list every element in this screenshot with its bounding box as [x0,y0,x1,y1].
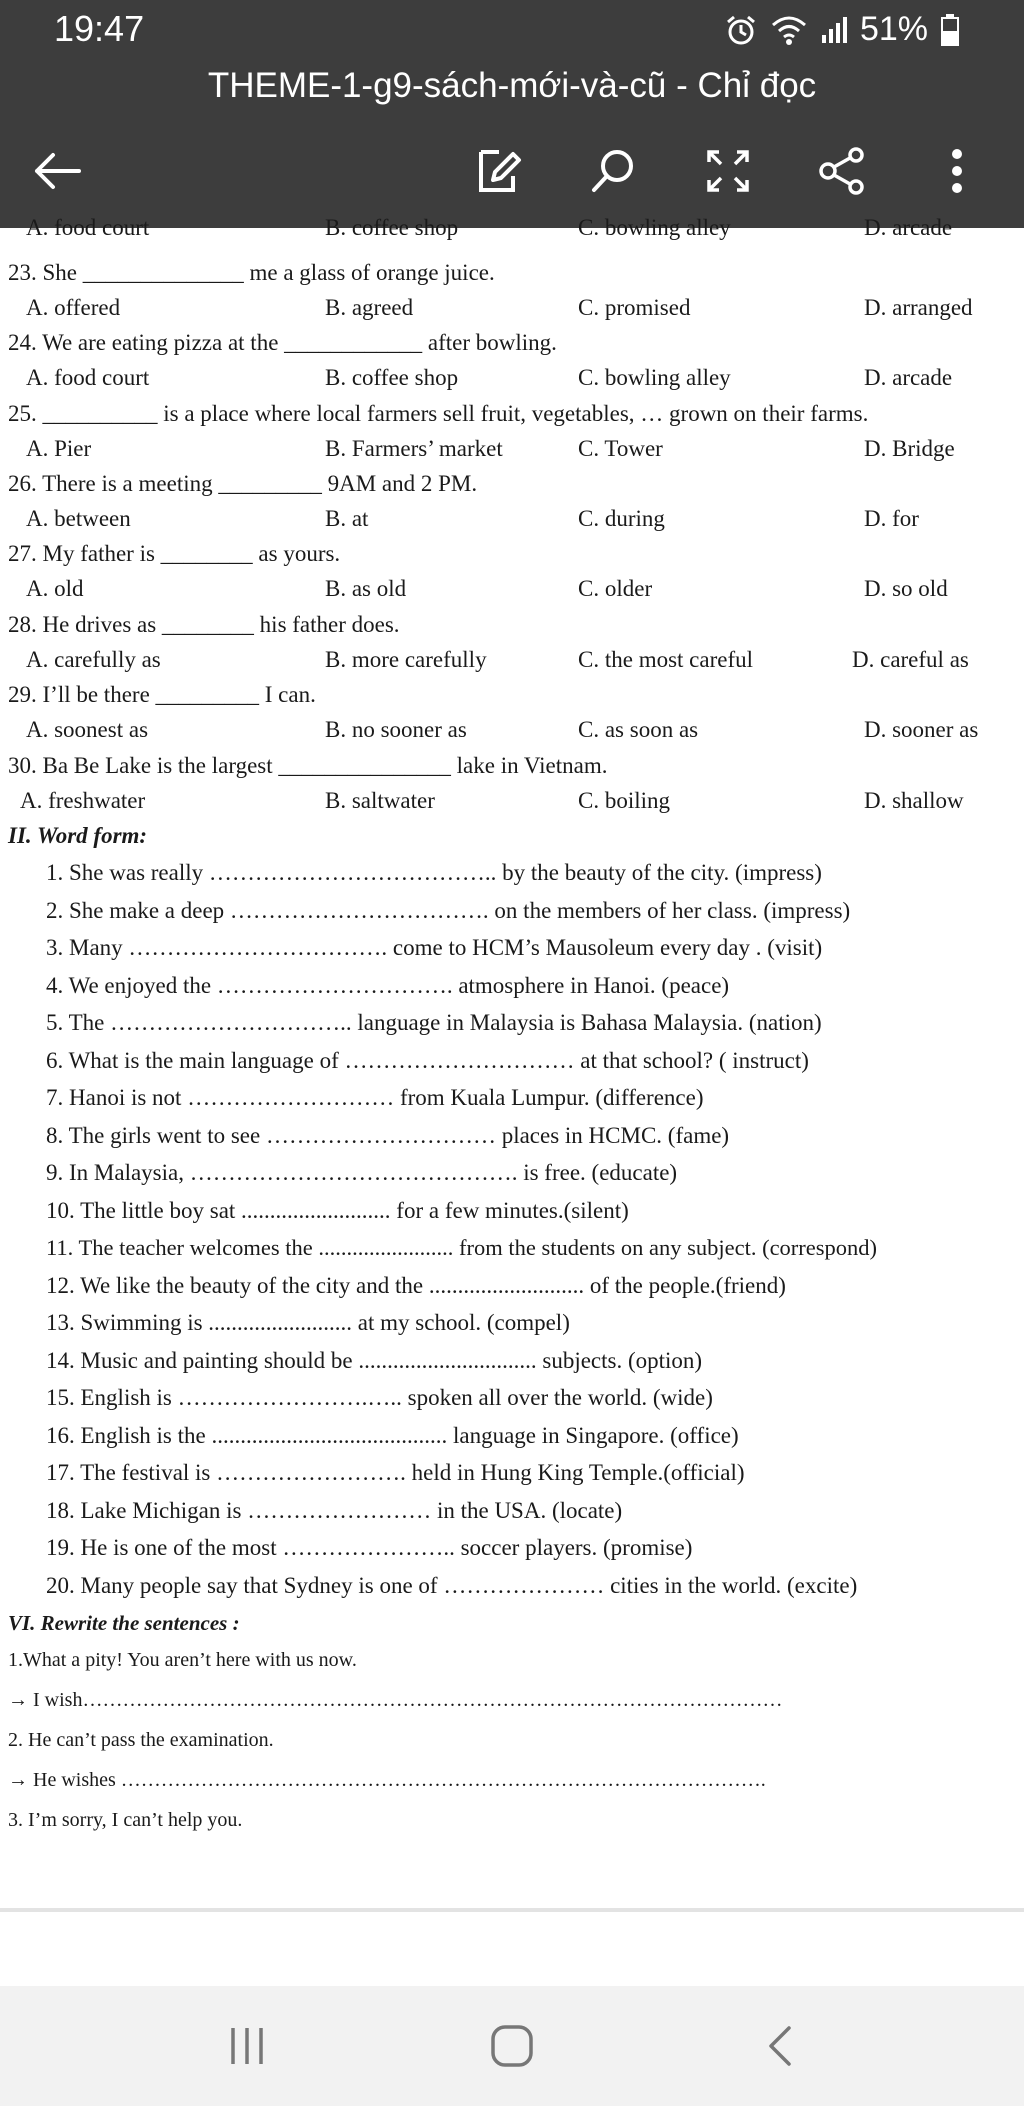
question-text: 27. My father is ________ as yours. [8,541,341,566]
word-form-item: 17. The festival is ……………………. held in Hung King Temple.(official) [46,1460,745,1485]
word-form-item: 12. We like the beauty of the city and the ........................... of the people.(friend) [46,1273,786,1298]
back-nav-button[interactable] [745,2016,815,2076]
option-b: B. coffee shop [325,365,459,390]
app-bar [0,0,1024,228]
word-form-item: 7. Hanoi is not ……………………… from Kuala Lumpur. (difference) [46,1085,704,1110]
recent-apps-icon [229,2026,265,2066]
section-heading: II. Word form: [8,823,148,848]
toolbar [0,136,1024,206]
word-form-item: 18. Lake Michigan is …………………… in the USA. (locate) [46,1498,623,1523]
rewrite-item: 1.What a pity! You aren’t here with us now. [8,1649,357,1671]
recent-apps-button[interactable] [212,2016,282,2076]
answer-row [0,783,1024,819]
question-stem [0,677,1024,713]
status-time: 19:47 [54,8,145,49]
option-c: C. boiling [578,788,671,813]
option-c: C. Tower [578,436,663,461]
edit-icon [473,146,523,196]
chevron-left-icon [765,2024,795,2068]
word-form-item: 9. In Malaysia, ……………………………………. is free. (educate) [46,1160,678,1185]
answer-row [0,431,1024,467]
question-text: 25. __________ is a place where local farmers sell fruit, vegetables, … grown on their farms. [8,401,869,426]
answer-row [0,571,1024,607]
option-d: D. for [864,506,919,531]
option-b: B. as old [325,576,407,601]
word-form-item: 1. She was really ……………………………….. by the beauty of the city. (impress) [46,860,822,885]
word-form-item: 10. The little boy sat .......................... for a few minutes.(silent) [46,1198,629,1223]
edit-button[interactable] [463,136,533,206]
word-form-item: 6. What is the main language of ………………………… at that school? ( instruct) [46,1048,809,1073]
option-d: D. arcade [864,365,953,390]
option-a: A. soonest as [26,717,149,742]
word-form-item: 16. English is the ......................................... language in Singapore. (office) [46,1423,739,1448]
question-text: 23. She ______________ me a glass of orange juice. [8,260,495,285]
battery-icon [940,13,960,47]
page-separator [0,1908,1024,1912]
word-form-item: 8. The girls went to see ………………………… places in HCMC. (fame) [46,1123,730,1148]
answer-row [0,712,1024,748]
word-form-item: 3. Many ……………………………. come to HCM’s Mausoleum every day . (visit) [46,935,823,960]
word-form-item: 19. He is one of the most ………………….. soccer players. (promise) [46,1535,693,1560]
option-b: B. more carefully [325,647,487,672]
answer-row [0,290,1024,326]
more-options-button[interactable] [922,136,992,206]
rewrite-item: 2. He can’t pass the examination. [8,1729,274,1751]
option-c: C. bowling alley [578,215,731,240]
word-form-item: 2. She make a deep ……………………………. on the members of her class. (impress) [46,898,851,923]
status-icons [724,10,960,49]
answer-row [0,360,1024,396]
answer-row [0,501,1024,537]
rewrite-answer: → I wish…………………………………………………………………………………………… [8,1689,783,1711]
wifi-icon [770,13,808,47]
home-button[interactable] [477,2016,547,2076]
word-form-item: 4. We enjoyed the …………………………. atmosphere in Hanoi. (peace) [46,973,730,998]
rewrite-answer: → He wishes ……………………………………………………………………………………. [8,1769,766,1791]
option-c: C. during [578,506,665,531]
option-b: B. no sooner as [325,717,467,742]
arrow-left-icon [31,151,83,191]
section-heading: VI. Rewrite the sentences : [8,1611,240,1635]
fullscreen-button[interactable] [693,136,763,206]
option-d: D. arranged [864,295,973,320]
option-b: B. agreed [325,295,414,320]
word-form-item: 11. The teacher welcomes the ........................ from the students on any subject. (correspond) [46,1235,878,1260]
option-c: C. bowling alley [578,365,731,390]
more-vertical-icon [949,148,965,194]
option-b: B. Farmers’ market [325,436,503,461]
option-b: B. coffee shop [325,215,459,240]
question-text: 30. Ba Be Lake is the largest _______________ lake in Vietnam. [8,753,608,778]
question-text: 29. I’ll be there _________ I can. [8,682,316,707]
search-icon [589,147,637,195]
rewrite-item: 3. I’m sorry, I can’t help you. [8,1809,243,1831]
option-d: D. so old [864,576,948,601]
signal-icon [820,15,848,45]
search-button[interactable] [578,136,648,206]
question-stem [0,396,1024,432]
option-a: A. food court [26,365,150,390]
option-c: C. older [578,576,653,601]
option-d: D. Bridge [864,436,955,461]
question-text: 26. There is a meeting _________ 9AM and 2 PM. [8,471,478,496]
answer-row [0,210,1024,246]
question-stem [0,325,1024,361]
option-a: A. food court [26,215,150,240]
word-form-item: 14. Music and painting should be ............................... subjects. (option) [46,1348,703,1373]
question-stem [0,748,1024,784]
navigation-bar [0,1986,1024,2106]
option-b: B. saltwater [325,788,435,813]
word-form-item: 5. The ………………………….. language in Malaysia is Bahasa Malaysia. (nation) [46,1010,822,1035]
battery-level: 51% [859,10,928,48]
word-form-item: 20. Many people say that Sydney is one of ………………… cities in the world. (excite) [46,1573,858,1598]
option-a: A. freshwater [20,788,146,813]
question-stem [0,607,1024,643]
option-d: D. arcade [864,215,953,240]
document-title: THEME-1-g9-sách-mới-và-cũ - Chỉ đọc [207,66,817,105]
question-text: 28. He drives as ________ his father does. [8,612,400,637]
question-stem [0,255,1024,291]
option-d: D. careful as [852,647,969,672]
share-icon [818,147,868,195]
option-a: A. between [26,506,131,531]
option-c: C. the most careful [578,647,754,672]
option-c: C. promised [578,295,691,320]
option-a: A. old [26,576,84,601]
option-c: C. as soon as [578,717,699,742]
question-stem [0,466,1024,502]
option-a: A. Pier [26,436,92,461]
word-form-item: 15. English is …………………….….. spoken all over the world. (wide) [46,1385,713,1410]
option-d: D. sooner as [864,717,979,742]
alarm-icon [724,13,758,47]
home-icon [490,2024,534,2068]
option-a: A. carefully as [26,647,161,672]
option-d: D. shallow [864,788,964,813]
fullscreen-icon [705,148,751,194]
document-page[interactable] [0,215,1024,1908]
answer-row [0,642,1024,678]
question-stem [0,536,1024,572]
option-b: B. at [325,506,369,531]
share-button[interactable] [808,136,878,206]
option-a: A. offered [26,295,121,320]
question-text: 24. We are eating pizza at the ____________ after bowling. [8,330,557,355]
word-form-item: 13. Swimming is ......................... at my school. (compel) [46,1310,570,1335]
back-button[interactable] [22,136,92,206]
